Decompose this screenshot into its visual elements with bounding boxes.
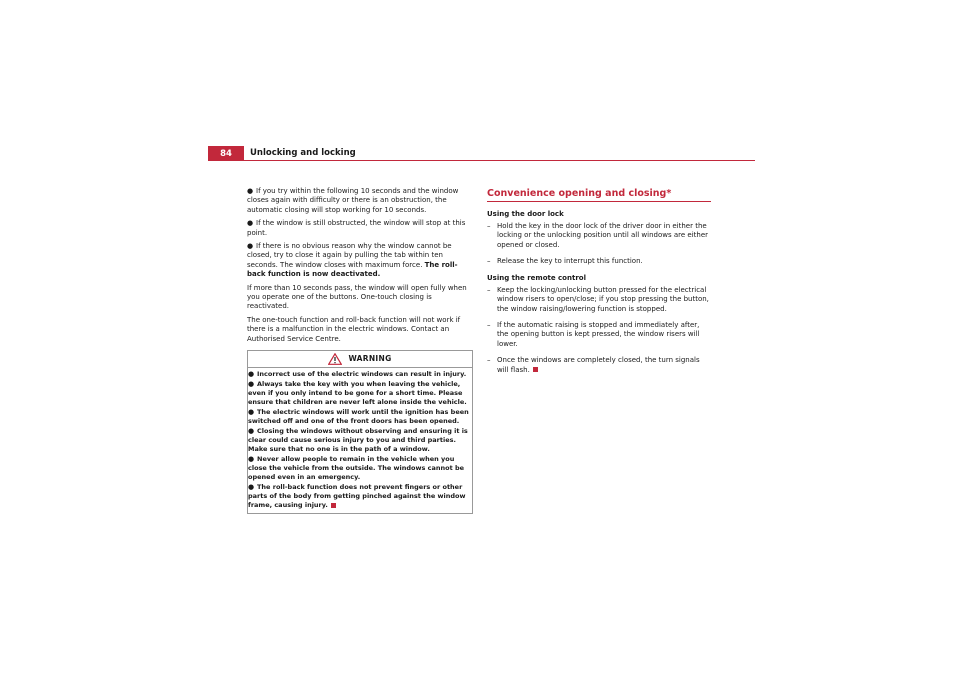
warning-item: ● Always take the key with you when leaving the vehicle, even if you only intend to be gone for a short time. Please ensure that children are never left alone inside the vehicle.	[248, 380, 467, 407]
bullet-item: ● If there is no obvious reason why the window cannot be closed, try to close it again by pulling the tab within ten seconds. The window closes with maximum force. The roll-back function is now deactivated.	[247, 242, 458, 279]
right-column	[487, 189, 712, 382]
warning-item: ● Closing the windows without observing and ensuring it is clear could cause serious injury to you and third parties. Make sure that no one is in the path of a window.	[248, 427, 468, 454]
list-item: – Hold the key in the door lock of the driver door in either the locking or the unlocking position until all windows are either opened or closed.	[487, 221, 709, 249]
end-of-section-icon	[533, 367, 538, 372]
warning-body	[248, 368, 472, 513]
bullet-item: ● If you try within the following 10 seconds and the window closes again with difficulty or there is an obstruction, the automatic closing will stop working for 10 seconds.	[247, 187, 459, 214]
warning-header	[248, 351, 472, 368]
section-title: Convenience opening and closing*	[487, 189, 711, 202]
emphasis-text: The roll-back function is now deactivated.	[247, 260, 458, 279]
list-item: – If the automatic raising is stopped and immediately after, the opening button is kept pressed, the window risers will lower.	[487, 321, 700, 348]
warning-triangle-icon	[328, 353, 342, 365]
bullet-icon: ●	[248, 408, 255, 417]
list-item: – Once the windows are completely closed, the turn signals will flash.	[487, 356, 700, 374]
warning-item: ● The electric windows will work until the ignition has been switched off and one of the front doors has been opened.	[248, 408, 469, 426]
bullet-icon: ●	[247, 219, 254, 228]
bullet-icon: ●	[247, 187, 254, 195]
bullet-icon: ●	[248, 380, 255, 389]
warning-item: ● Never allow people to remain in the vehicle when you close the vehicle from the outside. The windows cannot be opened even in an emergency.	[248, 455, 465, 482]
list-item: – Release the key to interrupt this function.	[487, 257, 643, 266]
warning-item: ● Incorrect use of the electric windows can result in injury.	[248, 370, 467, 379]
warning-title: WARNING	[348, 354, 392, 364]
paragraph: The one-touch function and roll-back function will not work if there is a malfunction in the electric windows. Contact an Authorised Service Centre.	[247, 315, 461, 343]
list-item: – Keep the locking/unlocking button pressed for the electrical window risers to open/close; if you stop pressing the button, the window raising/lowering function is stopped.	[487, 285, 709, 313]
chapter-title: Unlocking and locking	[250, 148, 356, 158]
bullet-icon: ●	[248, 427, 255, 436]
subheading-door-lock: Using the door lock	[487, 210, 564, 219]
paragraph: If more than 10 seconds pass, the window will open fully when you operate one of the buttons. One-touch closing is reactivated.	[247, 283, 467, 311]
bullet-icon: ●	[248, 370, 255, 379]
bullet-item: ● If the window is still obstructed, the window will stop at this point.	[247, 219, 466, 237]
left-column	[247, 187, 473, 514]
warning-item: ● The roll-back function does not prevent fingers or other parts of the body from getting pinched against the window frame, causing injury.	[248, 483, 466, 510]
header-divider	[208, 160, 755, 161]
subheading-remote-control: Using the remote control	[487, 274, 586, 283]
bullet-icon: ●	[248, 483, 255, 492]
bullet-icon: ●	[248, 455, 255, 464]
bullet-icon: ●	[247, 242, 254, 251]
page-number: 84	[208, 146, 244, 161]
end-of-section-icon	[331, 503, 336, 508]
warning-box	[247, 350, 473, 514]
